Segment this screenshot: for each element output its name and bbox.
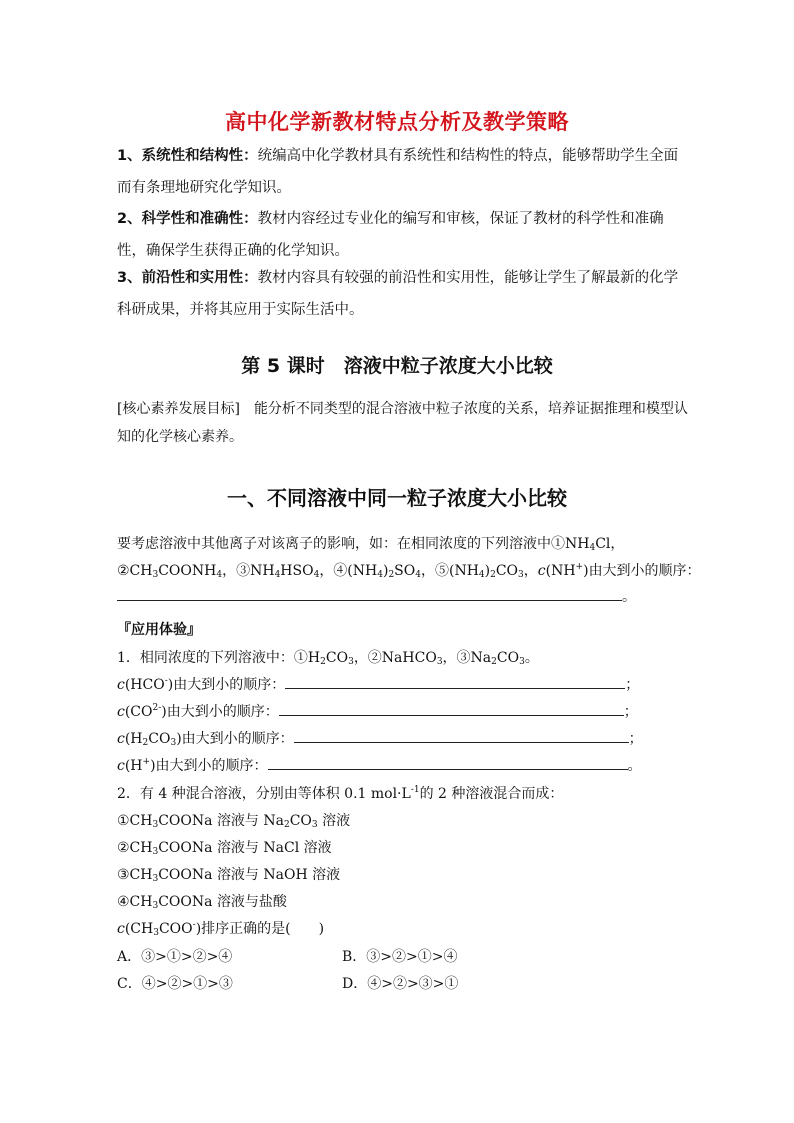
mix-item-1: $①CH_3COONa$ 溶液与 $Na_2CO_3$ 溶液 — [117, 813, 351, 830]
order-label: 由大到小的顺序： — [181, 731, 294, 747]
feature-text: 教材内容经过专业化的编写和审核，保证了教材的科学性和准确性，确保学生获得正确的化学知识。 — [117, 211, 664, 259]
q1-stem-text: 1．相同浓度的下列溶液中： — [117, 650, 294, 666]
option-a[interactable]: A．③>①>②>④ — [117, 949, 233, 965]
feature-paragraph-3 — [117, 262, 689, 326]
document-title: 高中化学新教材特点分析及教学策略 — [225, 110, 569, 134]
question-1-stem: 1．相同浓度的下列溶液中：$①H_2CO_3$，②NaHCO$_3$，$③Na_2CO_3$。 — [117, 650, 539, 667]
order-label: 由大到小的顺序： — [173, 677, 286, 693]
answer-blank[interactable] — [294, 728, 629, 743]
q1-line-hco3: c(HCO-)由大到小的顺序： ； — [117, 676, 640, 693]
order-label: 由大到小的顺序： — [166, 704, 279, 720]
option-d[interactable]: D．④>②>③>① — [342, 976, 459, 992]
feature-label: 2、科学性和准确性： — [117, 211, 258, 227]
q1-line-h: c(H+)由大到小的顺序： 。 — [117, 757, 642, 774]
answer-blank[interactable] — [117, 586, 622, 601]
goal-text: 能分析不同类型的混合溶液中粒子浓度的关系，培养证据推理和模型认知的化学核心素养。 — [117, 401, 688, 445]
section-intro-line-1: 要考虑溶液中其他离子对该离子的影响，如：在相同浓度的下列溶液中$①NH_4Cl$， — [117, 536, 625, 553]
mix-text: 溶液与 NaOH 溶液 — [216, 867, 341, 883]
semicolon: ； — [623, 704, 638, 720]
answer-blank[interactable] — [268, 755, 628, 770]
intro-text-b: 由大到小的顺序： — [588, 563, 701, 579]
q1-line-h2co3: $c(H_2CO_3)$由大到小的顺序： ； — [117, 728, 643, 748]
mix-text: 溶液与盐酸 — [216, 894, 287, 910]
feature-paragraph-1 — [117, 140, 689, 204]
feature-paragraph-2 — [117, 203, 689, 267]
q2-ask-text: 排序正确的是( ) — [201, 921, 325, 937]
q1-line-co3: $c(CO^{2-})$由大到小的顺序： ； — [117, 703, 638, 720]
feature-label: 1、系统性和结构性： — [117, 148, 258, 164]
end-mark: 。 — [622, 589, 636, 605]
option-b[interactable]: B．③>②>①>④ — [342, 949, 458, 965]
practice-tag: 『应用体验』 — [117, 622, 201, 638]
mix-item-2: $②CH_3COONa$ 溶液与 NaCl 溶液 — [117, 840, 332, 857]
period: 。 — [627, 758, 642, 774]
semicolon: ； — [628, 731, 643, 747]
section-intro-line-2: $②CH_3COONH_4$，$③NH_4HSO_4$，$④(NH_4)_2SO_4$，$⑤(NH_4)_2CO_3$，c(NH+)由大到小的顺序： — [117, 562, 701, 580]
lesson-title: 第 5 课时 溶液中粒子浓度大小比较 — [241, 355, 553, 377]
answer-blank[interactable] — [285, 674, 625, 689]
mix-text: 溶液与 NaCl 溶液 — [216, 840, 332, 856]
mix-text: 溶液与 Na — [216, 813, 284, 829]
mix-item-4: $④CH_3COONa$ 溶液与盐酸 — [117, 894, 287, 911]
semicolon: ； — [625, 677, 640, 693]
option-c[interactable]: C．④>②>①>③ — [117, 976, 233, 992]
question-2-stem: 2．有 4 种混合溶液，分别由等体积 0.1 $mol\cdot L^{-1}$的 2 种溶液混合而成： — [117, 785, 564, 802]
mix-item-3: $③CH_3COONa$ 溶液与 NaOH 溶液 — [117, 867, 341, 884]
question-2-ask: $c(CH_3COO^-)$排序正确的是( ) — [117, 920, 325, 938]
core-goal — [117, 395, 689, 451]
answer-blank[interactable] — [279, 701, 624, 716]
feature-text: 教材内容具有较强的前沿性和实用性，能够让学生了解最新的化学科研成果，并将其应用于实际生活中。 — [117, 270, 679, 318]
feature-label: 3、前沿性和实用性： — [117, 270, 258, 286]
section-title: 一、不同溶液中同一粒子浓度大小比较 — [227, 486, 567, 510]
feature-text: 统编高中化学教材具有系统性和结构性的特点，能够帮助学生全面而有条理地研究化学知识。 — [117, 148, 679, 196]
q2-stem-text-b: 的 2 种溶液混合而成： — [419, 786, 564, 802]
q2-stem-text: 2．有 4 种混合溶液，分别由等体积 0.1 mol·L — [117, 786, 411, 802]
intro-text: 要考虑溶液中其他离子对该离子的影响，如：在相同浓度的下列溶液中 — [117, 536, 551, 552]
order-label: 由大到小的顺序： — [155, 758, 268, 774]
goal-tag: [核心素养发展目标] — [117, 401, 240, 417]
answer-line-1[interactable] — [117, 586, 636, 606]
